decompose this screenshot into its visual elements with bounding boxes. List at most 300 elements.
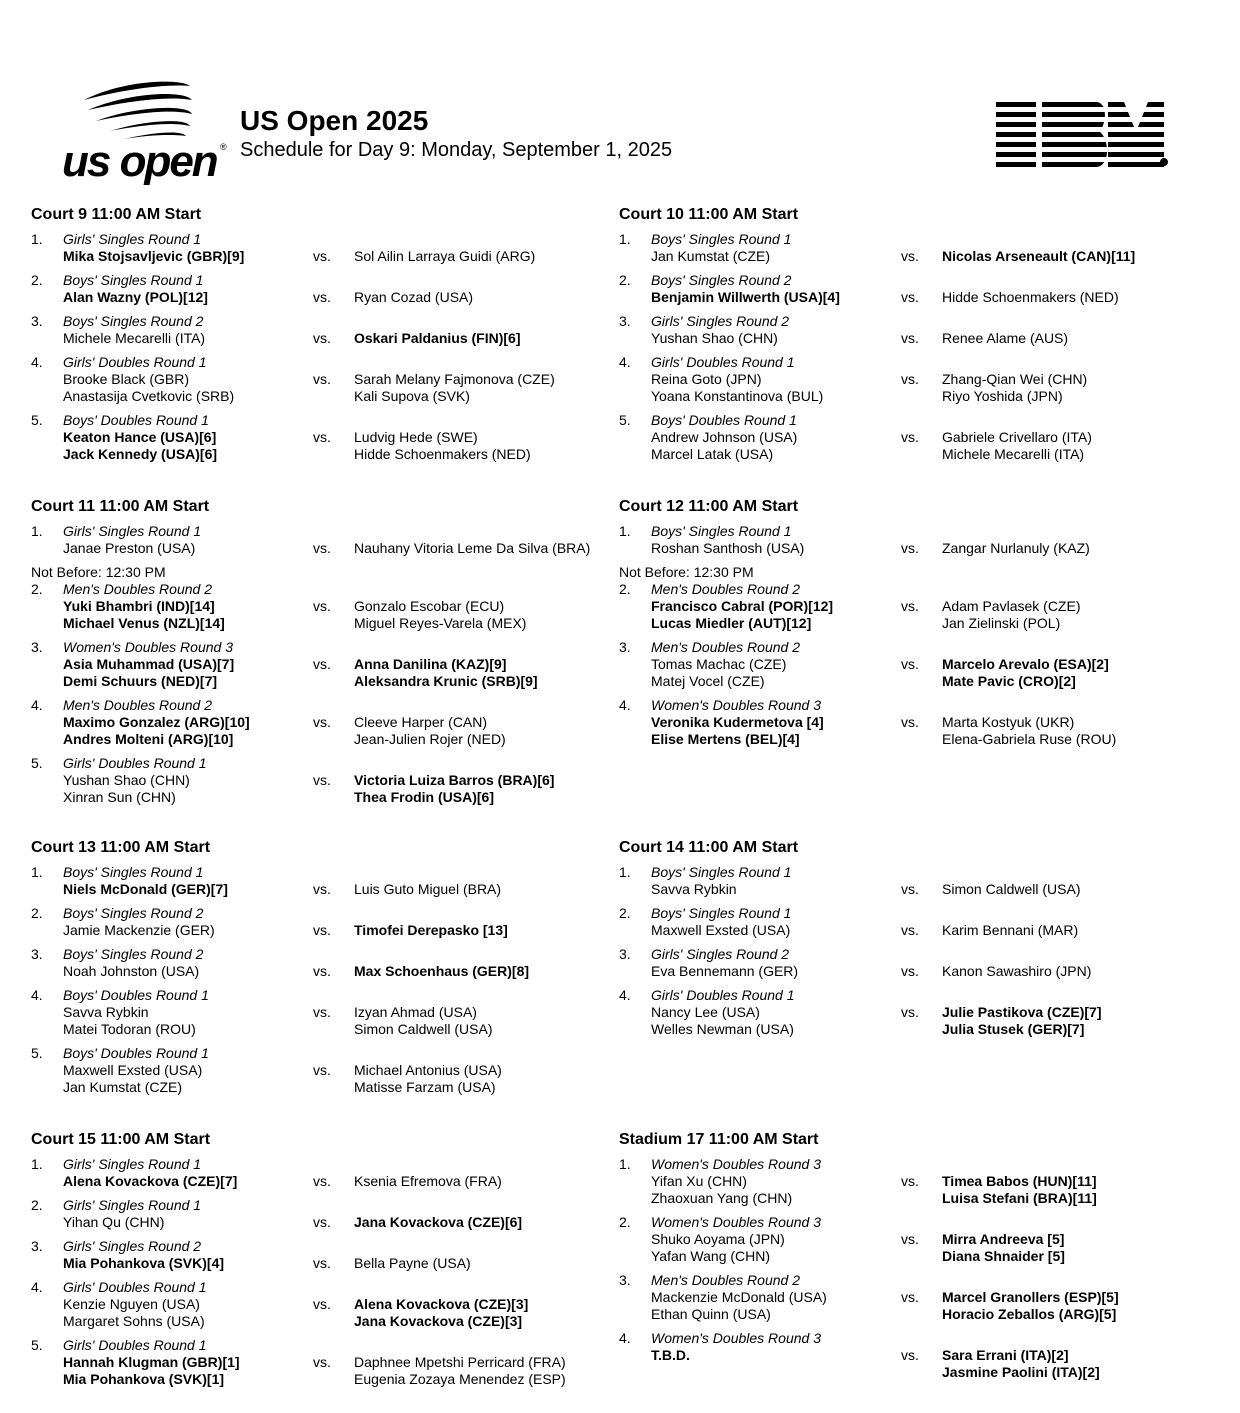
- player-name: Yushan Shao (CHN): [63, 772, 190, 788]
- vs-label: vs.: [313, 656, 331, 672]
- match-players: [619, 330, 1209, 347]
- match-players: [31, 429, 621, 463]
- match-round: Men's Doubles Round 2: [651, 1272, 800, 1288]
- svg-text:us open: us open: [62, 137, 217, 186]
- player-name: Benjamin Willwerth (USA)[4]: [651, 289, 840, 305]
- player-name: Hidde Schoenmakers (NED): [354, 446, 531, 462]
- match-round: Boys' Singles Round 2: [63, 313, 204, 329]
- player-name: Brooke Black (GBR): [63, 371, 190, 387]
- match-number: 2.: [31, 272, 43, 288]
- match-players: [619, 289, 1209, 306]
- player-name: Yoana Konstantinova (BUL): [651, 388, 824, 404]
- match-row: [619, 1214, 1209, 1265]
- match-row: [619, 1272, 1209, 1323]
- player-name: Mirra Andreeva [5]: [942, 1231, 1065, 1247]
- player-name: Ryan Cozad (USA): [354, 289, 474, 305]
- match-row: [31, 987, 621, 1038]
- player-name: Jamie Mackenzie (GER): [63, 922, 215, 938]
- player-name: Michael Antonius (USA): [354, 1062, 502, 1078]
- match-players: [31, 598, 621, 632]
- player-name: Riyo Yoshida (JPN): [942, 388, 1063, 404]
- match-number: 2.: [31, 581, 43, 597]
- side-two: [942, 330, 1212, 347]
- side-two: [354, 598, 624, 632]
- us-open-logo: [62, 78, 234, 188]
- player-name: Keaton Hance (USA)[6]: [63, 429, 217, 445]
- side-one: [651, 1347, 891, 1364]
- match-round: Boys' Singles Round 1: [651, 231, 792, 247]
- player-name: Yafan Wang (CHN): [651, 1248, 771, 1264]
- player-name: Mate Pavic (CRO)[2]: [942, 673, 1076, 689]
- match-row: [31, 755, 621, 806]
- player-name: Xinran Sun (CHN): [63, 789, 176, 805]
- match-round: Boys' Singles Round 1: [651, 523, 792, 539]
- player-name: Sol Ailin Larraya Guidi (ARG): [354, 248, 536, 264]
- player-name: Janae Preston (USA): [63, 540, 196, 556]
- player-name: Karim Bennani (MAR): [942, 922, 1079, 938]
- player-name: Shuko Aoyama (JPN): [651, 1231, 785, 1247]
- side-one: [63, 656, 303, 690]
- side-two: [354, 881, 624, 898]
- vs-label: vs.: [901, 1289, 919, 1305]
- player-name: Asia Muhammad (USA)[7]: [63, 656, 235, 672]
- match-round: Boys' Singles Round 1: [63, 864, 204, 880]
- svg-text:®: ®: [220, 142, 227, 152]
- match-round: Men's Doubles Round 2: [63, 697, 212, 713]
- match-round: Girls' Doubles Round 1: [651, 354, 795, 370]
- side-one: [651, 714, 891, 748]
- player-name: Anastasija Cvetkovic (SRB): [63, 388, 235, 404]
- side-one: [651, 598, 891, 632]
- match-players: [619, 1004, 1209, 1038]
- match-number: 5.: [31, 412, 43, 428]
- match-number: 1.: [31, 523, 43, 539]
- side-two: [942, 1231, 1212, 1265]
- match-row: [619, 1330, 1209, 1381]
- match-round: Women's Doubles Round 3: [651, 1214, 821, 1230]
- side-two: [354, 1214, 624, 1231]
- side-two: [942, 289, 1212, 306]
- match-players: [31, 289, 621, 306]
- side-two: [354, 922, 624, 939]
- match-number: 5.: [31, 1337, 43, 1353]
- match-number: 4.: [619, 697, 631, 713]
- match-round: Girls' Singles Round 1: [63, 1197, 202, 1213]
- player-name: Kanon Sawashiro (JPN): [942, 963, 1092, 979]
- match-players: [619, 656, 1209, 690]
- match-round: Women's Doubles Round 3: [63, 639, 233, 655]
- player-name: Diana Shnaider [5]: [942, 1248, 1065, 1264]
- match-round: Girls' Doubles Round 1: [63, 354, 207, 370]
- match-number: 3.: [619, 1272, 631, 1288]
- match-round: Girls' Singles Round 2: [651, 313, 790, 329]
- player-name: Marcel Granollers (ESP)[5]: [942, 1289, 1119, 1305]
- player-name: Matisse Farzam (USA): [354, 1079, 496, 1095]
- vs-label: vs.: [313, 371, 331, 387]
- player-name: Michael Venus (NZL)[14]: [63, 615, 225, 631]
- side-one: [63, 772, 303, 806]
- side-two: [354, 772, 624, 806]
- match-players: [619, 922, 1209, 939]
- match-players: [619, 1231, 1209, 1265]
- match-round: Boys' Singles Round 2: [63, 905, 204, 921]
- player-name: Zangar Nurlanuly (KAZ): [942, 540, 1090, 556]
- match-round: Girls' Singles Round 2: [651, 946, 790, 962]
- side-one: [651, 1004, 891, 1038]
- side-one: [651, 1231, 891, 1265]
- side-two: [354, 714, 624, 748]
- match-round: Boys' Doubles Round 1: [63, 987, 209, 1003]
- player-name: Timofei Derepasko [13]: [354, 922, 508, 938]
- match-number: 5.: [619, 412, 631, 428]
- player-name: Mia Pohankova (SVK)[1]: [63, 1371, 225, 1387]
- court-block: [31, 1130, 621, 1395]
- not-before-note: Not Before: 12:30 PM: [619, 564, 754, 580]
- match-row: [619, 905, 1209, 939]
- match-players: [619, 963, 1209, 980]
- match-number: 2.: [619, 272, 631, 288]
- vs-label: vs.: [901, 922, 919, 938]
- player-name: Simon Caldwell (USA): [354, 1021, 493, 1037]
- side-one: [63, 1173, 303, 1190]
- player-name: Jana Kovackova (CZE)[6]: [354, 1214, 523, 1230]
- vs-label: vs.: [313, 1296, 331, 1312]
- match-row: [31, 946, 621, 980]
- match-row: [31, 1197, 621, 1231]
- match-number: 5.: [31, 1045, 43, 1061]
- player-name: Aleksandra Krunic (SRB)[9]: [354, 673, 538, 689]
- side-two: [354, 1062, 624, 1096]
- match-round: Girls' Doubles Round 1: [63, 755, 207, 771]
- player-name: Marta Kostyuk (UKR): [942, 714, 1075, 730]
- match-number: 4.: [619, 354, 631, 370]
- court-heading: Court 12 11:00 AM Start: [619, 498, 799, 515]
- match-players: [619, 540, 1209, 557]
- match-number: 1.: [619, 1156, 631, 1172]
- player-name: Michele Mecarelli (ITA): [942, 446, 1085, 462]
- player-name: Mika Stojsavljevic (GBR)[9]: [63, 248, 245, 264]
- player-name: Matej Vocel (CZE): [651, 673, 765, 689]
- side-one: [63, 1062, 303, 1096]
- side-two: [354, 963, 624, 980]
- player-name: Zhang-Qian Wei (CHN): [942, 371, 1088, 387]
- court-block: [619, 1130, 1209, 1388]
- match-round: Girls' Doubles Round 1: [63, 1337, 207, 1353]
- side-two: [942, 1347, 1212, 1381]
- page-title: US Open 2025: [240, 105, 429, 136]
- side-two: [942, 922, 1212, 939]
- match-row: [31, 1156, 621, 1190]
- match-round: Men's Doubles Round 2: [651, 581, 800, 597]
- match-number: 5.: [31, 755, 43, 771]
- vs-label: vs.: [901, 330, 919, 346]
- player-name: Oskari Paldanius (FIN)[6]: [354, 330, 521, 346]
- match-row: [31, 313, 621, 347]
- side-one: [63, 429, 303, 463]
- side-one: [63, 1214, 303, 1231]
- vs-label: vs.: [313, 598, 331, 614]
- player-name: Julia Stusek (GER)[7]: [942, 1021, 1085, 1037]
- player-name: Simon Caldwell (USA): [942, 881, 1081, 897]
- match-number: 2.: [619, 905, 631, 921]
- player-name: Elise Mertens (BEL)[4]: [651, 731, 800, 747]
- side-two: [354, 1296, 624, 1330]
- player-name: Mackenzie McDonald (USA): [651, 1289, 827, 1305]
- player-name: Matei Todoran (ROU): [63, 1021, 196, 1037]
- side-one: [651, 1289, 891, 1323]
- player-name: Maximo Gonzalez (ARG)[10]: [63, 714, 250, 730]
- match-round: Women's Doubles Round 3: [651, 1330, 821, 1346]
- match-round: Boys' Doubles Round 1: [63, 1045, 209, 1061]
- court-block: [619, 205, 1209, 470]
- match-row: [619, 412, 1209, 463]
- match-row: [31, 231, 621, 265]
- match-number: 4.: [619, 1330, 631, 1346]
- player-name: Noah Johnston (USA): [63, 963, 200, 979]
- match-number: 3.: [619, 313, 631, 329]
- match-number: 3.: [31, 1238, 43, 1254]
- not-before-note: Not Before: 12:30 PM: [31, 564, 166, 580]
- player-name: Victoria Luiza Barros (BRA)[6]: [354, 772, 555, 788]
- match-row: [31, 905, 621, 939]
- match-players: [31, 922, 621, 939]
- player-name: Elena-Gabriela Ruse (ROU): [942, 731, 1117, 747]
- side-two: [354, 248, 624, 265]
- player-name: Anna Danilina (KAZ)[9]: [354, 656, 507, 672]
- match-round: Boys' Singles Round 2: [63, 946, 204, 962]
- side-one: [63, 1004, 303, 1038]
- match-round: Boys' Singles Round 1: [63, 272, 204, 288]
- side-two: [354, 656, 624, 690]
- player-name: Marcel Latak (USA): [651, 446, 774, 462]
- player-name: Nicolas Arseneault (CAN)[11]: [942, 248, 1136, 264]
- court-heading: Court 15 11:00 AM Start: [31, 1131, 211, 1148]
- vs-label: vs.: [313, 963, 331, 979]
- player-name: Alan Wazny (POL)[12]: [63, 289, 208, 305]
- match-number: 4.: [619, 987, 631, 1003]
- match-players: [31, 881, 621, 898]
- player-name: Maxwell Exsted (USA): [63, 1062, 203, 1078]
- match-number: 3.: [31, 639, 43, 655]
- side-one: [63, 371, 303, 405]
- player-name: Alena Kovackova (CZE)[3]: [354, 1296, 529, 1312]
- court-block: [619, 497, 1209, 755]
- player-name: Jack Kennedy (USA)[6]: [63, 446, 218, 462]
- match-round: Women's Doubles Round 3: [651, 697, 821, 713]
- side-two: [354, 1354, 624, 1388]
- match-players: [31, 330, 621, 347]
- match-row: [619, 354, 1209, 405]
- match-row: [31, 1337, 621, 1388]
- vs-label: vs.: [313, 248, 331, 264]
- match-players: [31, 371, 621, 405]
- match-number: 2.: [31, 905, 43, 921]
- match-players: [31, 1062, 621, 1096]
- side-one: [63, 1296, 303, 1330]
- match-players: [619, 714, 1209, 748]
- player-name: Zhaoxuan Yang (CHN): [651, 1190, 793, 1206]
- match-number: 4.: [31, 697, 43, 713]
- side-one: [63, 881, 303, 898]
- side-two: [354, 1173, 624, 1190]
- match-players: [31, 772, 621, 806]
- vs-label: vs.: [901, 881, 919, 897]
- vs-label: vs.: [313, 540, 331, 556]
- match-number: 1.: [619, 864, 631, 880]
- player-name: Maxwell Exsted (USA): [651, 922, 791, 938]
- player-name: Julie Pastikova (CZE)[7]: [942, 1004, 1102, 1020]
- vs-label: vs.: [901, 540, 919, 556]
- player-name: Max Schoenhaus (GER)[8]: [354, 963, 530, 979]
- match-row: [31, 697, 621, 748]
- match-round: Girls' Singles Round 2: [63, 1238, 202, 1254]
- player-name: Andrew Johnson (USA): [651, 429, 798, 445]
- player-name: Nancy Lee (USA): [651, 1004, 760, 1020]
- match-row: [31, 1279, 621, 1330]
- match-round: Men's Doubles Round 2: [63, 581, 212, 597]
- player-name: Luis Guto Miguel (BRA): [354, 881, 502, 897]
- match-row: [619, 697, 1209, 748]
- match-row: [31, 523, 621, 557]
- vs-label: vs.: [901, 714, 919, 730]
- vs-label: vs.: [313, 1255, 331, 1271]
- player-name: Marcelo Arevalo (ESA)[2]: [942, 656, 1109, 672]
- page-subtitle: Schedule for Day 9: Monday, September 1, 2025: [240, 139, 673, 161]
- court-heading: Stadium 17 11:00 AM Start: [619, 1131, 819, 1148]
- vs-label: vs.: [313, 881, 331, 897]
- side-one: [651, 656, 891, 690]
- player-name: Luisa Stefani (BRA)[11]: [942, 1190, 1097, 1206]
- player-name: Hannah Klugman (GBR)[1]: [63, 1354, 240, 1370]
- match-number: 4.: [31, 1279, 43, 1295]
- player-name: Hidde Schoenmakers (NED): [942, 289, 1119, 305]
- player-name: Veronika Kudermetova [4]: [651, 714, 824, 730]
- vs-label: vs.: [313, 1354, 331, 1370]
- match-row: [619, 864, 1209, 898]
- match-round: Girls' Doubles Round 1: [63, 1279, 207, 1295]
- player-name: Mia Pohankova (SVK)[4]: [63, 1255, 225, 1271]
- match-players: [31, 1004, 621, 1038]
- match-round: Girls' Doubles Round 1: [651, 987, 795, 1003]
- page-header: [0, 0, 1240, 200]
- vs-label: vs.: [313, 289, 331, 305]
- match-round: Boys' Doubles Round 1: [63, 412, 209, 428]
- match-row: [619, 639, 1209, 690]
- match-number: 2.: [619, 1214, 631, 1230]
- side-two: [942, 598, 1212, 632]
- player-name: Niels McDonald (GER)[7]: [63, 881, 228, 897]
- match-players: [619, 371, 1209, 405]
- player-name: Jan Kumstat (CZE): [63, 1079, 183, 1095]
- side-two: [942, 371, 1212, 405]
- side-two: [942, 1004, 1212, 1038]
- match-number: 4.: [31, 987, 43, 1003]
- side-two: [942, 429, 1212, 463]
- player-name: Kenzie Nguyen (USA): [63, 1296, 200, 1312]
- match-row: [31, 1238, 621, 1272]
- vs-label: vs.: [313, 429, 331, 445]
- match-players: [619, 881, 1209, 898]
- court-block: [31, 497, 621, 813]
- match-players: [31, 656, 621, 690]
- player-name: Alena Kovackova (CZE)[7]: [63, 1173, 238, 1189]
- vs-label: vs.: [901, 1231, 919, 1247]
- court-heading: Court 14 11:00 AM Start: [619, 839, 799, 856]
- player-name: Nauhany Vitoria Leme Da Silva (BRA): [354, 540, 591, 556]
- side-one: [63, 922, 303, 939]
- side-one: [651, 371, 891, 405]
- match-players: [619, 1173, 1209, 1207]
- ibm-logo: [996, 102, 1168, 168]
- court-heading: Court 11 11:00 AM Start: [31, 498, 210, 515]
- side-two: [354, 1255, 624, 1272]
- player-name: Margaret Sohns (USA): [63, 1313, 205, 1329]
- match-number: 1.: [31, 864, 43, 880]
- player-name: Savva Rybkin: [651, 881, 737, 897]
- player-name: Roshan Santhosh (USA): [651, 540, 805, 556]
- player-name: Michele Mecarelli (ITA): [63, 330, 206, 346]
- vs-label: vs.: [313, 330, 331, 346]
- match-players: [619, 598, 1209, 632]
- side-one: [63, 540, 303, 557]
- side-one: [651, 289, 891, 306]
- match-number: 1.: [619, 231, 631, 247]
- player-name: Jasmine Paolini (ITA)[2]: [942, 1364, 1100, 1380]
- match-row: [619, 272, 1209, 306]
- player-name: Horacio Zeballos (ARG)[5]: [942, 1306, 1117, 1322]
- match-number: 1.: [31, 1156, 43, 1172]
- player-name: Yushan Shao (CHN): [651, 330, 778, 346]
- match-number: 3.: [619, 946, 631, 962]
- match-round: Men's Doubles Round 2: [651, 639, 800, 655]
- match-players: [31, 1173, 621, 1190]
- match-row: [31, 1045, 621, 1096]
- player-name: Yihan Qu (CHN): [63, 1214, 165, 1230]
- player-name: Sarah Melany Fajmonova (CZE): [354, 371, 555, 387]
- match-round: Girls' Singles Round 1: [63, 1156, 202, 1172]
- vs-label: vs.: [901, 1004, 919, 1020]
- match-players: [31, 1354, 621, 1388]
- side-two: [354, 371, 624, 405]
- player-name: Timea Babos (HUN)[11]: [942, 1173, 1097, 1189]
- player-name: T.B.D.: [651, 1347, 690, 1363]
- match-number: 1.: [31, 231, 43, 247]
- player-name: Kali Supova (SVK): [354, 388, 470, 404]
- vs-label: vs.: [313, 772, 331, 788]
- match-number: 4.: [31, 354, 43, 370]
- match-players: [619, 1347, 1209, 1381]
- player-name: Ludvig Hede (SWE): [354, 429, 478, 445]
- player-name: Savva Rybkin: [63, 1004, 149, 1020]
- match-row: [619, 581, 1209, 632]
- player-name: Sara Errani (ITA)[2]: [942, 1347, 1069, 1363]
- match-round: Boys' Doubles Round 1: [651, 412, 797, 428]
- match-row: [31, 272, 621, 306]
- side-one: [63, 330, 303, 347]
- match-row: [619, 946, 1209, 980]
- match-row: [619, 523, 1209, 557]
- vs-label: vs.: [901, 963, 919, 979]
- player-name: Adam Pavlasek (CZE): [942, 598, 1081, 614]
- side-two: [354, 330, 624, 347]
- player-name: Miguel Reyes-Varela (MEX): [354, 615, 527, 631]
- player-name: Francisco Cabral (POR)[12]: [651, 598, 834, 614]
- side-one: [651, 429, 891, 463]
- player-name: Eva Bennemann (GER): [651, 963, 799, 979]
- court-block: [619, 838, 1209, 1045]
- court-block: [31, 205, 621, 470]
- match-players: [31, 1255, 621, 1272]
